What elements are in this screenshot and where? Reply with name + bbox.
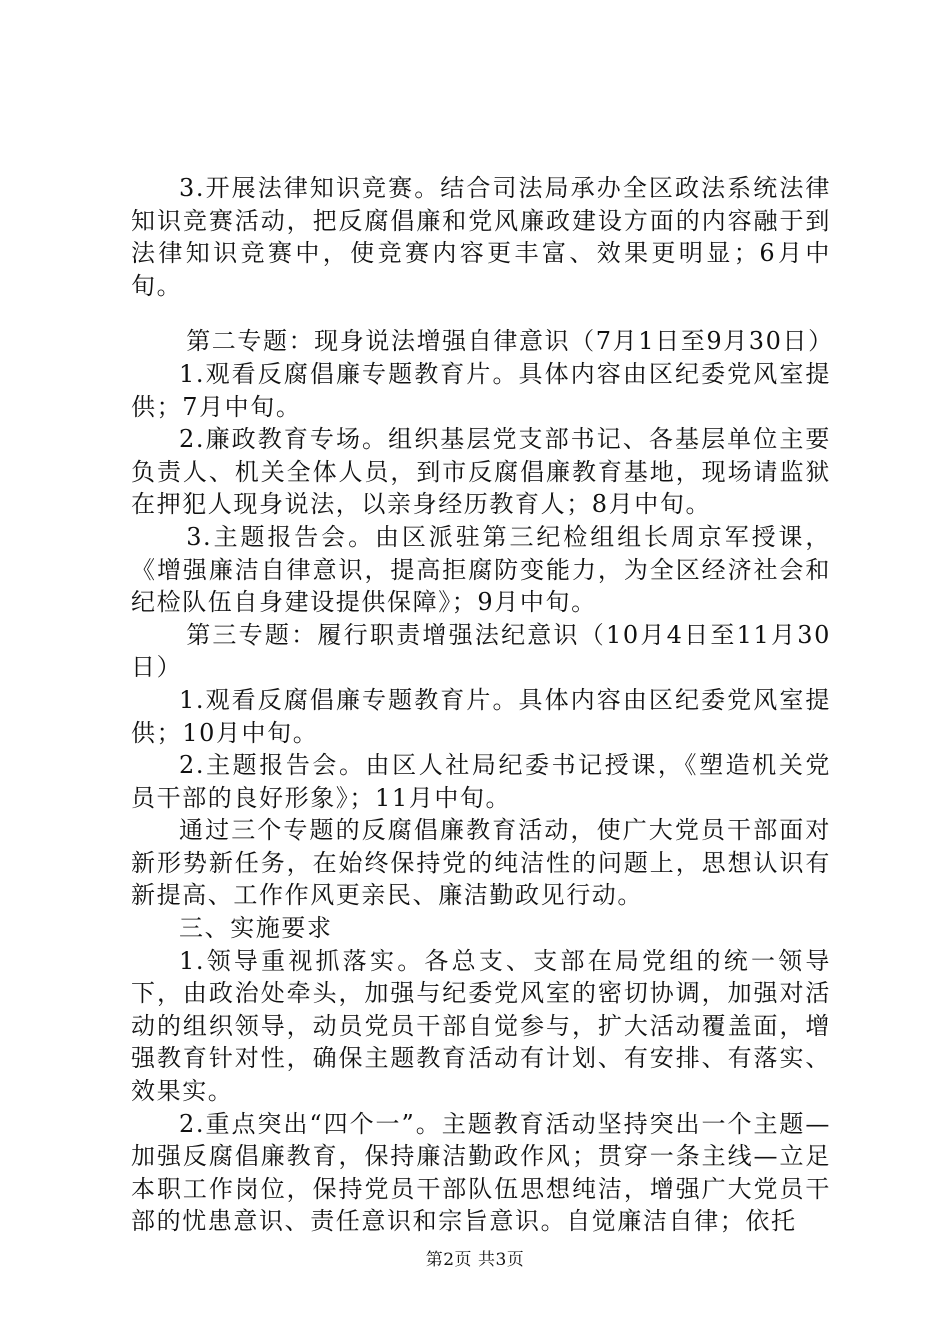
paragraph-topic-three-film: 1.观看反腐倡廉专题教育片。具体内容由区纪委党风室提供；10月中旬。 <box>131 685 831 747</box>
topic-three-heading: 第三专题：履行职责增强法纪意识（10月4日至11月30日） <box>131 620 831 682</box>
paragraph-topic-two-report: 3.主题报告会。由区派驻第三纪检组组长周京军授课，《增强廉洁自律意识，提高拒腐防变能力，为全区经济社会和纪检队伍自身建设提供保障》；9月中旬。 <box>131 522 831 617</box>
paragraph-topic-three-report: 2.主题报告会。由区人社局纪委书记授课，《塑造机关党员干部的良好形象》；11月中旬。 <box>131 751 831 812</box>
page-footer: 第2页 共3页 <box>425 1250 525 1270</box>
paragraph-topic-two-session: 2.廉政教育专场。组织基层党支部书记、各基层单位主要负责人、机关全体人员，到市反腐倡廉教育基地，现场请监狱在押犯人现身说法，以亲身经历教育人；8月中旬。 <box>131 425 831 519</box>
paragraph-gap <box>131 302 831 325</box>
section-heading-requirements: 三、实施要求 <box>179 914 333 943</box>
paragraph-leadership: 1.领导重视抓落实。各总支、支部在局党组的统一领导下，由政治处牵头，加强与纪委党风室的密切协调，加强对活动的组织领导，动员党员干部自觉参与，扩大活动覆盖面，增强教育针对性，确保主题教育活动有计划、有安排、有落实、效果实。 <box>131 946 831 1106</box>
document-body <box>131 172 834 1238</box>
topic-two-heading: 第二专题：现身说法增强自律意识（7月1日至9月30日） <box>186 327 834 356</box>
paragraph-competition: 3.开展法律知识竞赛。结合司法局承办全区政法系统法律知识竞赛活动，把反腐倡廉和党风廉政建设方面的内容融于到法律知识竞赛中，使竞赛内容更丰富、效果更明显；6月中旬。 <box>131 174 831 300</box>
paragraph-four-ones: 2.重点突出“四个一”。主题教育活动坚持突出一个主题—加强反腐倡廉教育，保持廉洁勤政作风；贯穿一条主线—立足本职工作岗位，保持党员干部队伍思想纯洁，增强广大党员干部的忧患意识、责任意识和宗旨意识。自觉廉洁自律；依托 <box>131 1109 831 1236</box>
paragraph-summary: 通过三个专题的反腐倡廉教育活动，使广大党员干部面对新形势新任务，在始终保持党的纯洁性的问题上，思想认识有新提高、工作作风更亲民、廉洁勤政见行动。 <box>131 816 831 910</box>
paragraph-topic-two-film: 1.观看反腐倡廉专题教育片。具体内容由区纪委党风室提供；7月中旬。 <box>131 359 831 421</box>
